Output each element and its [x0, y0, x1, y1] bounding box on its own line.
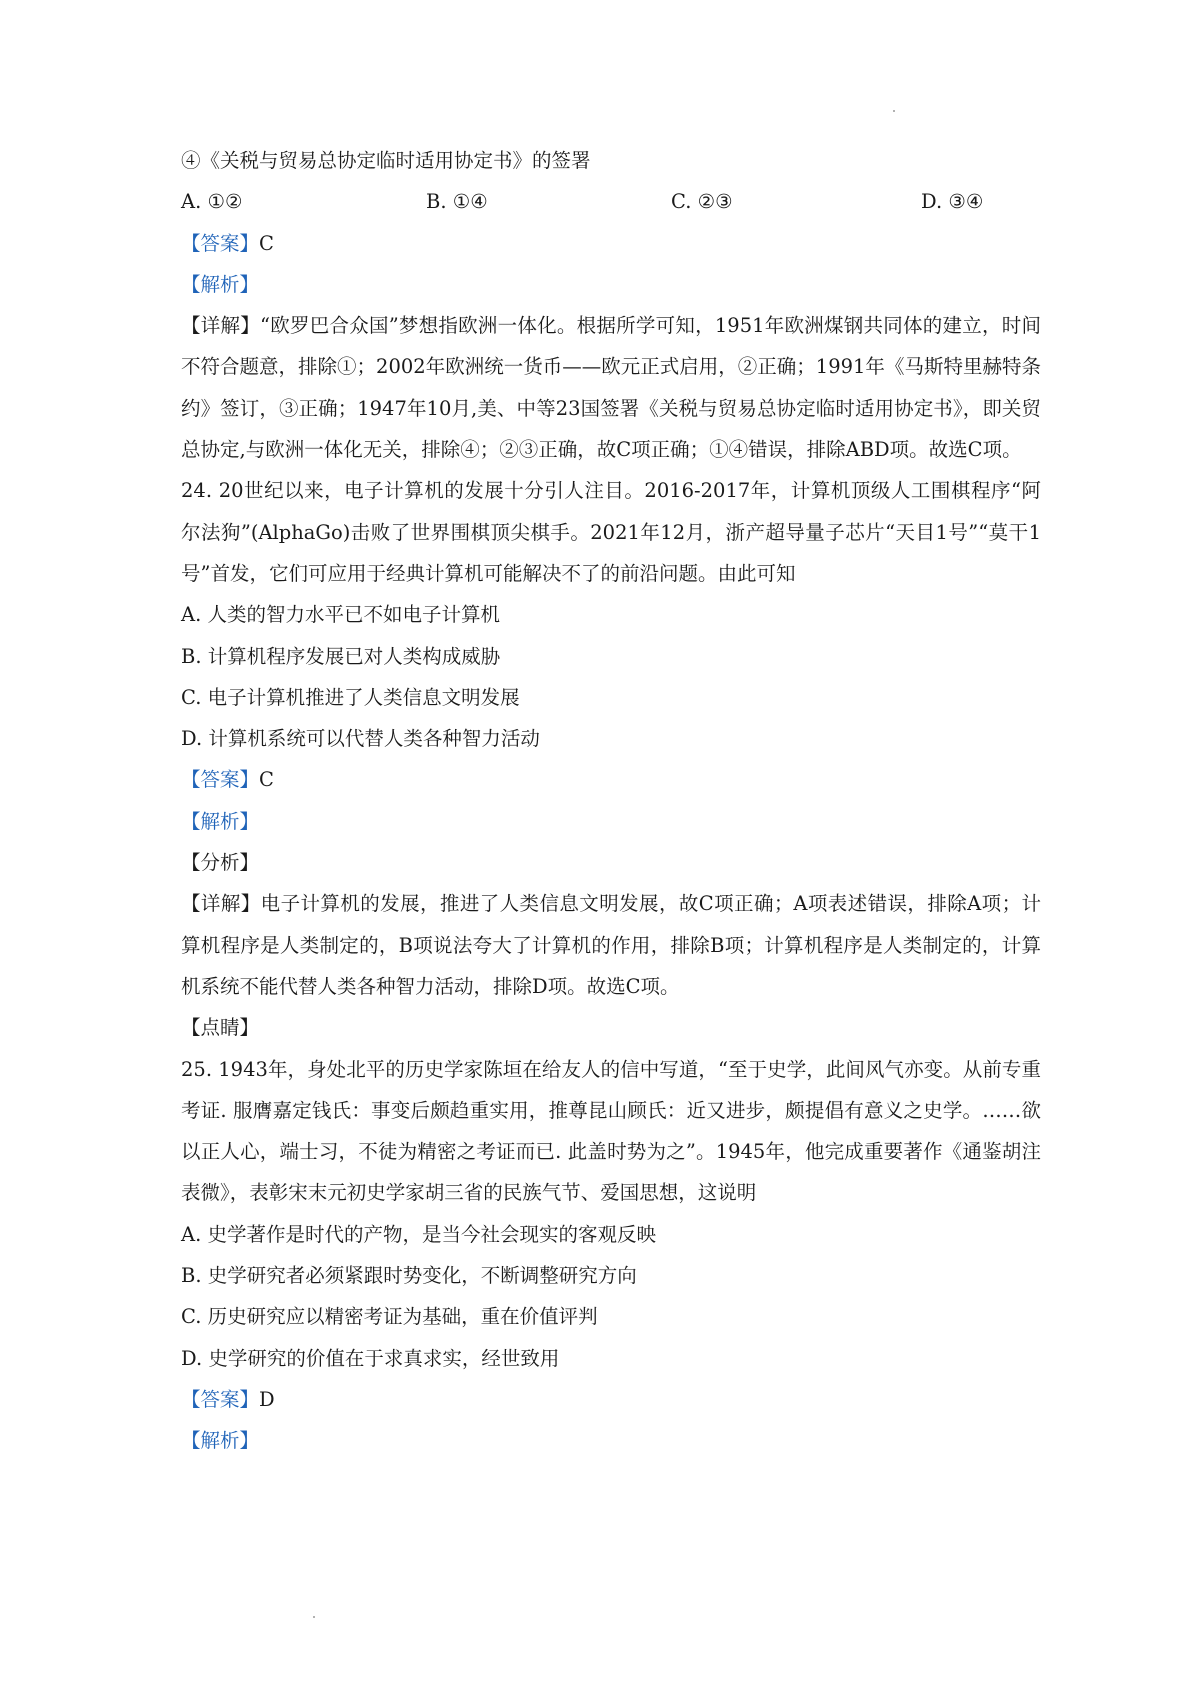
- detail-text: “欧罗巴合众国”梦想指欧洲一体化。根据所学可知，1951年欧洲煤钢共同体的建立，时间不符合题意，排除①；2002年欧洲统一货币——欧元正式启用，②正确；1991年《马斯特里赫特条约》签订，③正确；1947年10月,美、中等23国签署《关税与贸易总协定临时适用协定书》，即关贸总协定,与欧洲一体化无关，排除④；②③正确，故C项正确；①④错误，排除ABD项。故选C项。: [181, 314, 1041, 462]
- q24-analysis-tag: 【解析】: [181, 809, 260, 833]
- q25-option-a: A. 史学著作是时代的产物，是当今社会现实的客观反映: [181, 1222, 656, 1246]
- detail-tag: 【详解】: [181, 892, 261, 916]
- q24-fenxi-tag: 【分析】: [181, 851, 260, 875]
- q23-answer: [181, 223, 1041, 264]
- q23-analysis-tag: 【解析】: [181, 272, 260, 296]
- scan-speck: [893, 110, 895, 112]
- q23-choice-a: A. ①②: [181, 190, 243, 214]
- q25-answer: [181, 1379, 1041, 1420]
- answer-tag: 【答案】: [181, 1387, 260, 1411]
- q25-option-b: B. 史学研究者必须紧跟时势变化，不断调整研究方向: [181, 1264, 637, 1288]
- q23-choice-d: D. ③④: [921, 190, 984, 214]
- answer-value: C: [259, 768, 274, 792]
- q23-choice-c: C. ②③: [671, 190, 733, 214]
- q23-choices: [181, 181, 1041, 222]
- answer-tag: 【答案】: [181, 768, 260, 792]
- q25-option-d: D. 史学研究的价值在于求真求实，经世致用: [181, 1346, 560, 1370]
- q23-option-4: ④《关税与贸易总协定临时适用协定书》的签署: [181, 149, 591, 172]
- q23-detail: [181, 305, 1041, 470]
- q23-choice-b: B. ①④: [426, 190, 488, 214]
- detail-tag: 【详解】: [181, 314, 260, 338]
- q24-dianjing-tag: 【点睛】: [181, 1016, 260, 1040]
- page-content: [181, 140, 1041, 1462]
- q24-stem: 24. 20世纪以来，电子计算机的发展十分引人注目。2016-2017年，计算机顶级人工围棋程序“阿尔法狗”(AlphaGo)击败了世界围棋顶尖棋手。2021年12月，浙产超导量子芯片“天目1号”“莫干1号”首发，它们可应用于经典计算机可能解决不了的前沿问题。由此可知: [181, 479, 1041, 585]
- answer-tag: 【答案】: [181, 231, 260, 255]
- answer-value: D: [259, 1387, 275, 1411]
- q24-detail: [181, 883, 1041, 1007]
- q24-answer: [181, 759, 1041, 800]
- scan-speck: [313, 1616, 315, 1618]
- q24-option-b: B. 计算机程序发展已对人类构成威胁: [181, 644, 501, 668]
- q25-option-c: C. 历史研究应以精密考证为基础，重在价值评判: [181, 1305, 598, 1329]
- answer-value: C: [259, 231, 274, 255]
- detail-text: 电子计算机的发展，推进了人类信息文明发展，故C项正确；A项表述错误，排除A项；计算机程序是人类制定的，B项说法夸大了计算机的作用，排除B项；计算机程序是人类制定的，计算机系统不能代替人类各种智力活动，排除D项。故选C项。: [181, 892, 1041, 998]
- q24-option-d: D. 计算机系统可以代替人类各种智力活动: [181, 727, 540, 751]
- q25-analysis-tag: 【解析】: [181, 1429, 260, 1453]
- q24-option-a: A. 人类的智力水平已不如电子计算机: [181, 603, 500, 627]
- q25-stem: 25. 1943年，身处北平的历史学家陈垣在给友人的信中写道，“至于史学，此间风气亦变。从前专重考证. 服膺嘉定钱氏：事变后颇趋重实用，推尊昆山顾氏：近又进步，颇提倡有意义之史学。……欲以正人心，端士习，不徒为精密之考证而已. 此盖时势为之”。1945年，他完成重要著作《通鉴胡注表微》，表彰宋末元初史学家胡三省的民族气节、爱国思想，这说明: [181, 1057, 1041, 1205]
- q24-option-c: C. 电子计算机推进了人类信息文明发展: [181, 685, 520, 709]
